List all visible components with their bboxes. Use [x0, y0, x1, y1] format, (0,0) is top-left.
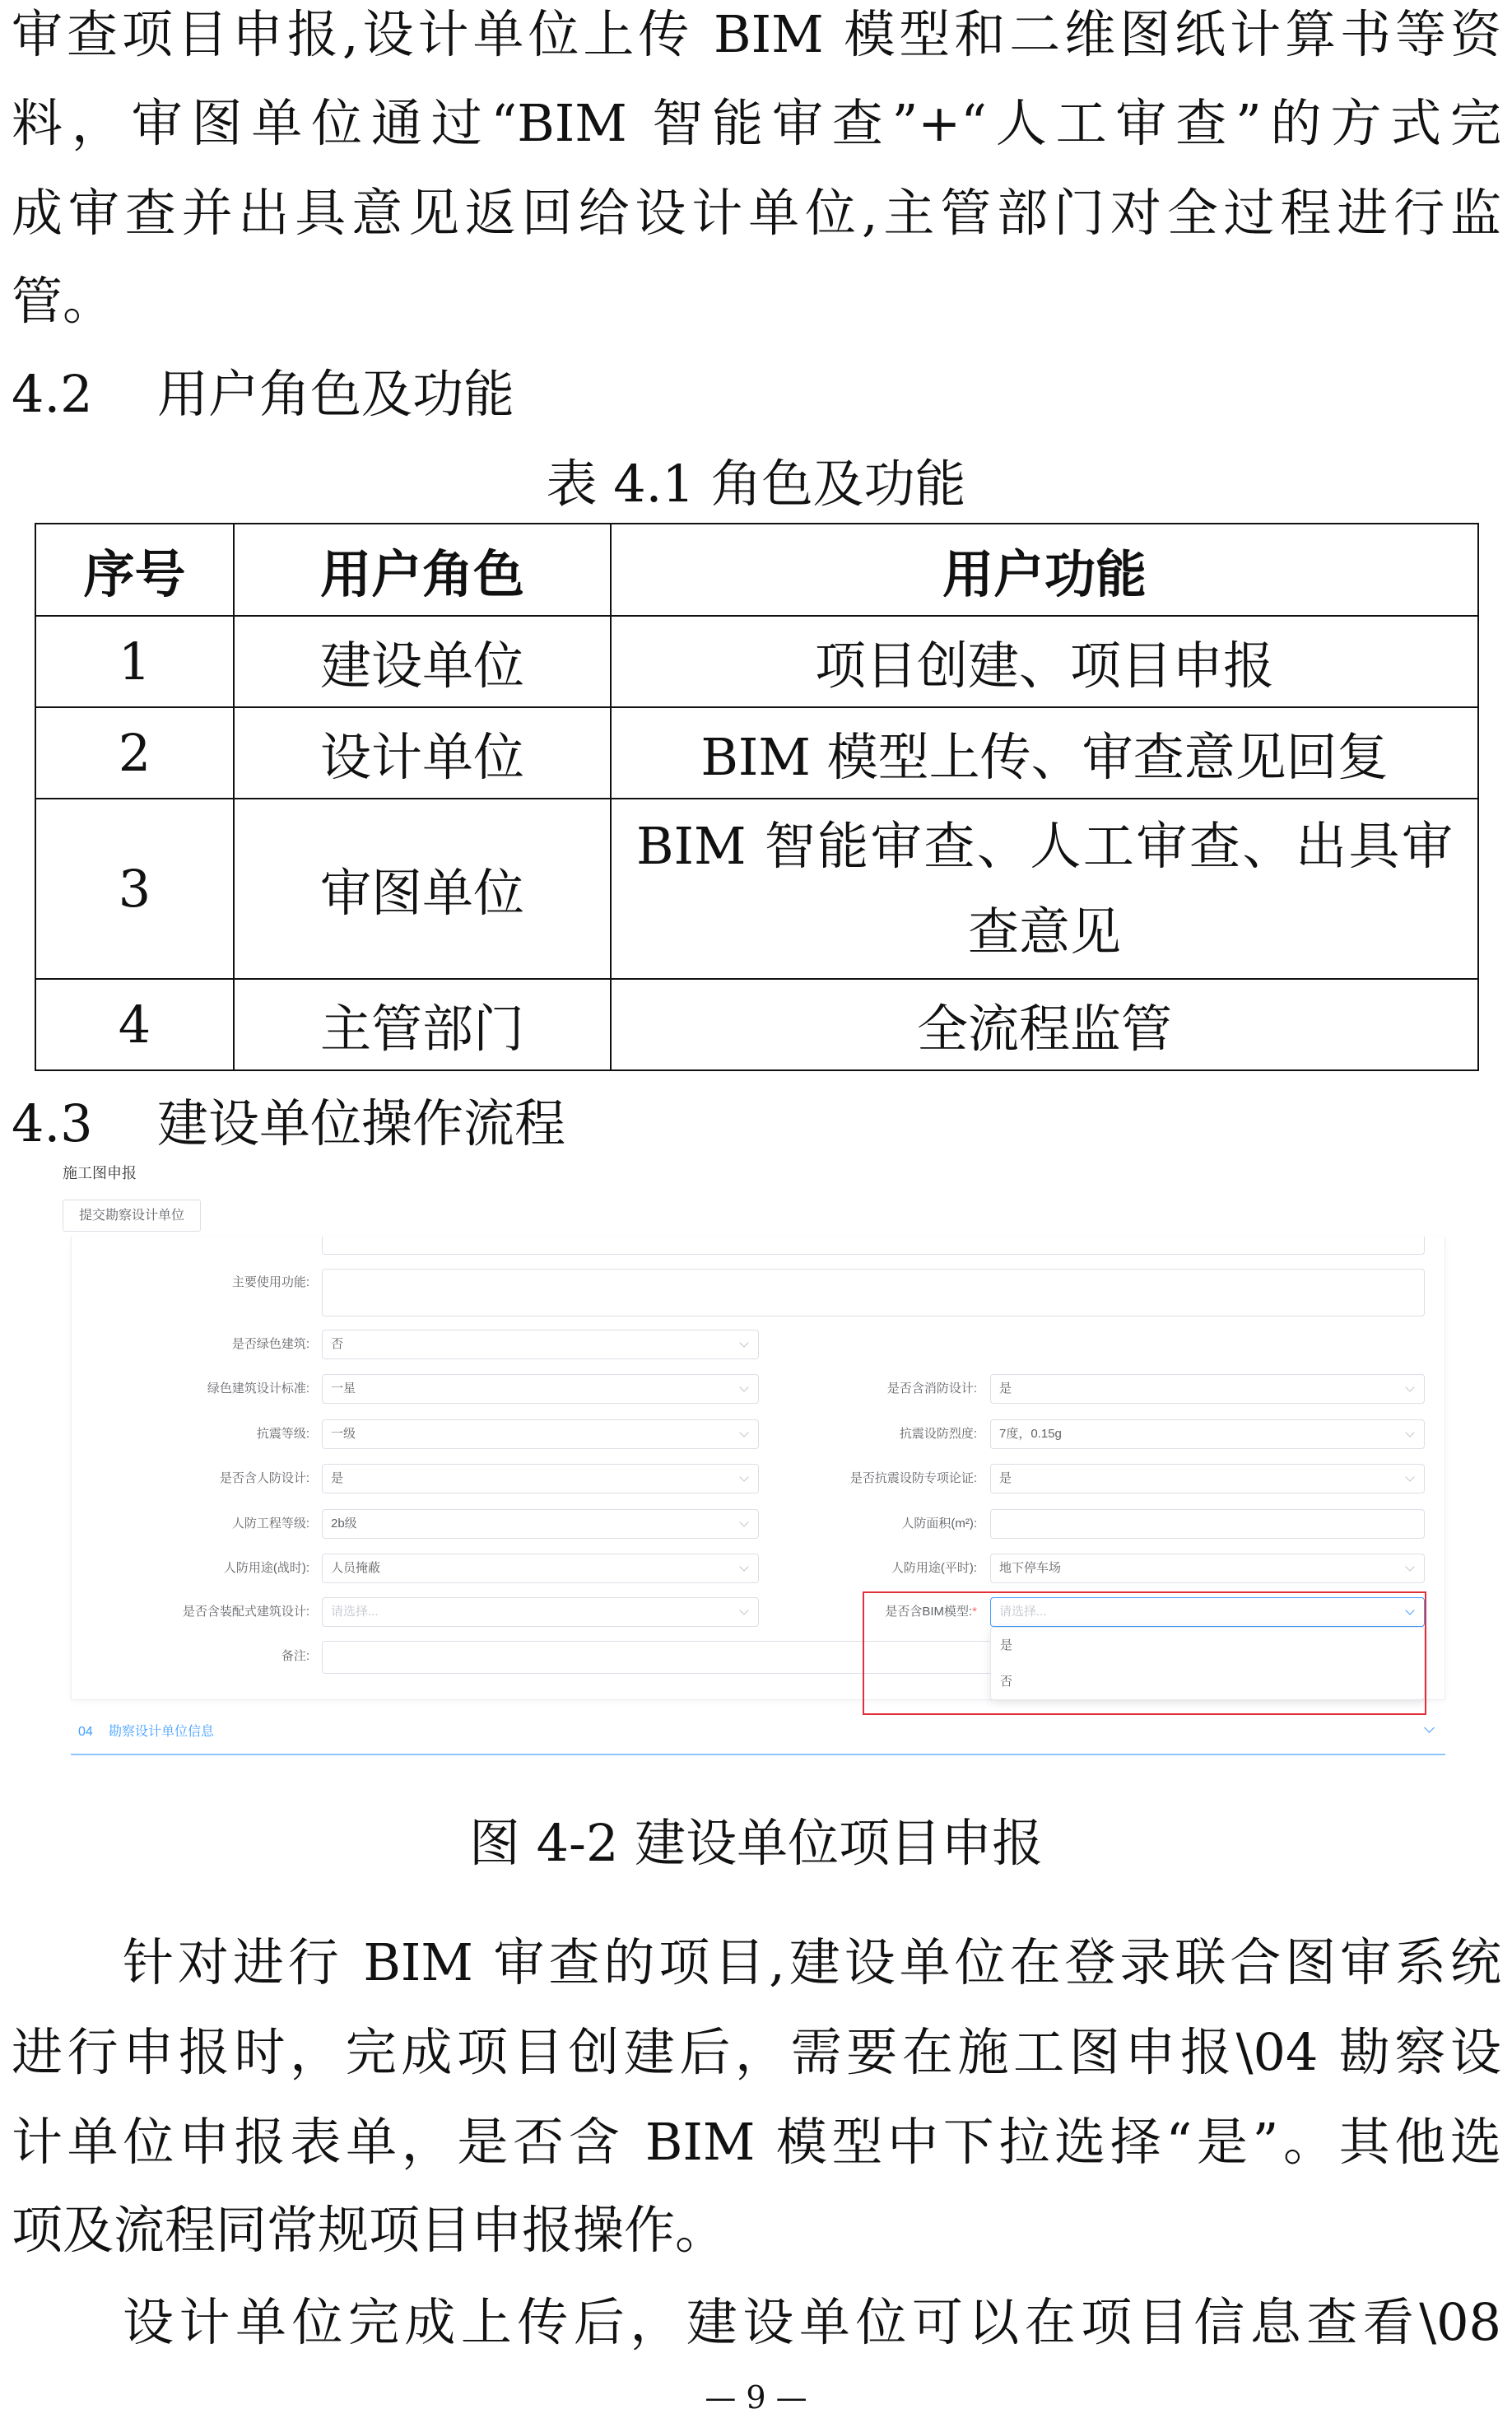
table-cell: 1: [35, 616, 234, 707]
table-cell: 3: [35, 799, 234, 979]
fire-protection-design-select[interactable]: [990, 1374, 1425, 1404]
select-value: 2b级: [331, 1517, 357, 1531]
chevron-down-icon: [1405, 1428, 1414, 1437]
body-line: 项及流程同常规项目申报操作。: [12, 2200, 727, 2260]
civil-defense-design-label: 是否含人防设计:: [219, 1471, 309, 1485]
civil-defense-wartime-use-label: 人防用途(战时):: [223, 1561, 309, 1575]
chevron-down-icon: [739, 1338, 748, 1347]
seismic-grade-label: 抗震等级:: [256, 1427, 309, 1441]
previous-field-input[interactable]: [322, 1237, 1425, 1255]
chevron-down-icon: [1405, 1605, 1414, 1615]
section-title: 建设单位操作流程: [157, 1093, 566, 1153]
section-divider: [71, 1754, 1445, 1755]
chevron-down-icon[interactable]: [1424, 1722, 1435, 1733]
seismic-grade-select[interactable]: [322, 1419, 759, 1449]
roles-table: [35, 523, 1479, 1071]
table-row: [35, 799, 1478, 979]
green-building-select[interactable]: [322, 1330, 759, 1359]
fire-protection-design-label: 是否含消防设计:: [886, 1382, 977, 1396]
table-cell: BIM 模型上传、审查意见回复: [611, 707, 1478, 799]
prefab-building-design-label: 是否含装配式建筑设计:: [182, 1605, 309, 1619]
body-line: 设计单位完成上传后，建设单位可以在项目信息查看\08: [123, 2292, 1501, 2352]
table-row: [35, 707, 1478, 799]
main-function-label: 主要使用功能:: [231, 1275, 309, 1289]
table-cell: 建设单位: [234, 616, 611, 707]
chevron-down-icon: [739, 1382, 748, 1391]
table-cell: 项目创建、项目申报: [611, 616, 1478, 707]
required-mark: *: [972, 1605, 977, 1619]
section-title: 用户角色及功能: [157, 364, 515, 424]
select-value: 7度，0.15g: [999, 1427, 1062, 1441]
select-value: 是: [999, 1382, 1012, 1396]
select-value: 一级: [331, 1427, 356, 1441]
table-header-cell: 序号: [35, 524, 234, 616]
seismic-intensity-label: 抗震设防烈度:: [899, 1427, 977, 1441]
select-placeholder: 请选择...: [999, 1605, 1047, 1619]
chevron-down-icon: [1405, 1472, 1414, 1481]
bim-model-label-text: 是否含BIM模型:: [885, 1605, 973, 1619]
green-building-standard-label: 绿色建筑设计标准:: [207, 1382, 309, 1396]
page-number: — 9 —: [705, 2379, 807, 2416]
chevron-down-icon: [1405, 1562, 1414, 1571]
civil-defense-grade-label: 人防工程等级:: [231, 1517, 309, 1531]
seismic-intensity-select[interactable]: [990, 1419, 1425, 1449]
bim-model-select[interactable]: [990, 1597, 1425, 1627]
bim-model-label: [759, 1602, 977, 1622]
green-building-standard-select[interactable]: [322, 1374, 759, 1404]
chevron-down-icon: [739, 1605, 748, 1615]
bim-model-dropdown: [990, 1627, 1425, 1700]
select-value: 一星: [331, 1382, 356, 1396]
table-header-cell: 用户功能: [611, 524, 1478, 616]
table-header-cell: 用户角色: [234, 524, 611, 616]
civil-defense-peacetime-use-label: 人防用途(平时):: [891, 1561, 977, 1575]
civil-defense-grade-select[interactable]: [322, 1509, 759, 1539]
civil-defense-peacetime-use-select[interactable]: [990, 1554, 1425, 1583]
body-line: 计单位申报表单，是否含 BIM 模型中下拉选择“是”。其他选: [12, 2112, 1501, 2172]
select-value: 是: [999, 1471, 1012, 1485]
civil-defense-wartime-use-select[interactable]: [322, 1554, 759, 1583]
application-screenshot: [59, 1156, 1458, 1762]
table-cell: 审图单位: [234, 799, 611, 979]
select-value: 否: [331, 1337, 344, 1351]
civil-defense-design-select[interactable]: [322, 1464, 759, 1493]
prefab-building-design-select[interactable]: [322, 1597, 759, 1627]
select-placeholder: 请选择...: [331, 1605, 379, 1619]
intro-line: 管。: [12, 271, 114, 331]
table-cell: 2: [35, 707, 234, 799]
figure-caption: 图 4-2 建设单位项目申报: [468, 1813, 1044, 1873]
page-title: 施工图申报: [63, 1165, 137, 1181]
intro-line: 成审查并出具意见返回给设计单位,主管部门对全过程进行监: [12, 183, 1501, 243]
chevron-down-icon: [739, 1472, 748, 1481]
submit-survey-design-unit-button[interactable]: 提交勘察设计单位: [63, 1200, 201, 1232]
body-line: 针对进行 BIM 审查的项目,建设单位在登录联合图审系统: [123, 1932, 1501, 1992]
table-row: [35, 979, 1478, 1070]
section-number: 4.3: [12, 1093, 93, 1153]
dropdown-option-no[interactable]: 否: [1000, 1675, 1013, 1689]
table-cell: 主管部门: [234, 979, 611, 1070]
chevron-down-icon: [1405, 1382, 1414, 1391]
body-line: 进行申报时，完成项目创建后，需要在施工图申报\04 勘察设: [12, 2022, 1501, 2082]
section-number[interactable]: 04: [78, 1725, 93, 1739]
table-cell: 4: [35, 979, 234, 1070]
table-cell: 设计单位: [234, 707, 611, 799]
table-cell: BIM 智能审查、人工审查、出具审查意见: [611, 799, 1478, 979]
table-row: [35, 616, 1478, 707]
chevron-down-icon: [739, 1517, 748, 1526]
chevron-down-icon: [739, 1428, 748, 1437]
select-value: 是: [331, 1471, 344, 1485]
section-number: 4.2: [12, 364, 93, 424]
seismic-special-review-select[interactable]: [990, 1464, 1425, 1493]
table-header-row: [35, 524, 1478, 616]
green-building-label: 是否绿色建筑:: [231, 1337, 309, 1351]
civil-defense-area-label: 人防面积(m²):: [901, 1517, 977, 1531]
remarks-label: 备注:: [281, 1649, 309, 1663]
select-value: 人员掩蔽: [331, 1561, 381, 1575]
intro-line: 料，审图单位通过“BIM 智能审查”+“人工审查”的方式完: [12, 93, 1501, 153]
chevron-down-icon: [739, 1562, 748, 1571]
main-function-textarea[interactable]: [322, 1269, 1425, 1316]
seismic-special-review-label: 是否抗震设防专项论证:: [849, 1471, 977, 1485]
select-value: 地下停车场: [999, 1561, 1062, 1575]
intro-line: 审查项目申报,设计单位上传 BIM 模型和二维图纸计算书等资: [12, 4, 1501, 64]
civil-defense-area-input[interactable]: [990, 1509, 1425, 1539]
table-cell: 全流程监管: [611, 979, 1478, 1070]
survey-design-unit-section-header[interactable]: 勘察设计单位信息: [109, 1725, 215, 1739]
dropdown-option-yes[interactable]: 是: [1000, 1638, 1013, 1652]
table-caption: 表 4.1 角色及功能: [546, 454, 966, 514]
